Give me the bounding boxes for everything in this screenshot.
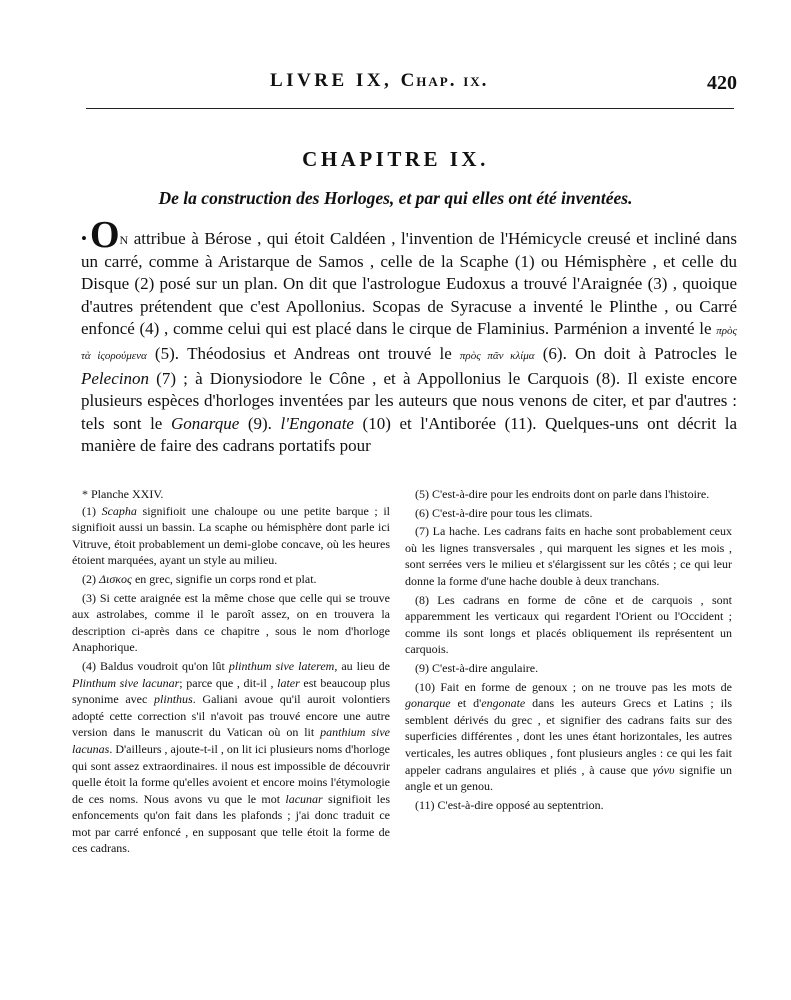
footnote-10-term-1: gonarque [405, 696, 451, 711]
footnotes-left-column [72, 486, 390, 859]
footnote-4-text-a: (4) Baldus voudroit qu'on lût [82, 658, 229, 673]
bullet-mark: • [81, 229, 87, 248]
footnote-2-term: Δισκος [99, 571, 132, 586]
footnote-5: (5) C'est-à-dire pour les endroits dont on parle dans l'histoire. [415, 487, 710, 501]
footnote-10-text-a: (10) Fait en forme de genoux ; on ne trouve pas les mots de [415, 679, 732, 694]
footnote-4-text-b: , au lieu de [334, 658, 390, 673]
footnote-4-text-e: . Galiani avoue qu'il auroit volontiers adopté cette correction s'il n'avoit pas trouvé encore une autre version dans le manuscrit du Vatican où on lit [72, 692, 390, 740]
footnote-4-term-3: later [277, 675, 300, 690]
plate-reference: * Planche XXIV. [82, 487, 164, 501]
chapter-subtitle: De la construction des Horloges, et par qui elles ont été inventées. [158, 188, 633, 208]
body-paragraph [81, 214, 738, 458]
footnote-2-number: (2) [82, 571, 99, 586]
footnote-1-text: signifioit une chaloupe ou une petite barque ; il signifioit aussi un bassin. La scaphe ou hémisphère dont parle ici Vitruve, étoit probablement un demi-globe concave, où les heures étoient marquées, ayant un style au milieu. [72, 503, 390, 568]
term-pelecinon: Pelecinon [81, 368, 149, 388]
body-text-5: (9). [239, 413, 281, 433]
footnote-2 [72, 571, 390, 588]
footnote-10 [405, 679, 732, 795]
footnote-4 [72, 658, 390, 857]
page-number: 420 [707, 72, 737, 94]
footnote-4-text-d: est beaucoup plus synonime avec [72, 675, 391, 707]
running-head-chapter: Chap. ix. [400, 70, 489, 91]
footnotes-right-column [405, 486, 732, 815]
body-text-2: (5). Théodosius et Andreas ont trouvé le [146, 343, 460, 363]
footnote-6: (6) C'est-à-dire pour tous les climats. [415, 505, 593, 520]
footnote-11: (11) C'est-à-dire opposé au septentrion. [415, 797, 604, 812]
footnote-4-term-1: plinthum sive laterem [228, 658, 335, 673]
body-text-6: (10) et l'Antiborée (11). Quelques-uns ont décrit la manière de faire des cadrans portatifs pour [81, 413, 738, 456]
chapter-title: CHAPITRE IX. [302, 147, 489, 171]
footnote-4-term-2: Plinthum sive lacunar [72, 675, 180, 690]
term-gonarque: Gonarque [170, 413, 240, 433]
footnote-4-term-6: lacunar [285, 791, 323, 806]
footnote-4-text-c: ; parce que , dit-il , [179, 675, 278, 690]
footnote-2-text: en grec, signifie un corps rond et plat. [131, 571, 317, 586]
greek-term-2: πρὸς πᾶν κλίμα [459, 349, 535, 362]
term-engonate: l'Engonate [280, 413, 354, 433]
footnote-10-term-2: engonate [481, 696, 526, 711]
footnote-1 [72, 503, 390, 569]
footnote-4-term-4: plinthus [154, 692, 193, 707]
footnote-9: (9) C'est-à-dire angulaire. [415, 660, 539, 675]
footnote-1-number: (1) [82, 503, 102, 518]
lead-word: n [119, 229, 129, 248]
footnote-8: (8) Les cadrans en forme de cône et de carquois , sont apparemment les verticaux qui regardent l'Orient ou l'Occident ; comme ils sont longs et placés obliquement ils représentent un carquois. [405, 592, 732, 657]
running-head-book: LIVRE IX, [270, 70, 401, 91]
footnote-10-text-b: et d' [450, 696, 482, 711]
footnote-10-text-d: signifie un angle et un genou. [405, 762, 733, 794]
greek-term-1: πρὸς τὰ ἱςορούμενα [81, 325, 737, 362]
footnote-1-term: Scapha [101, 503, 137, 518]
drop-cap: O [89, 214, 120, 256]
footnote-10-term-3: γόνυ [652, 762, 675, 777]
header-rule [86, 108, 734, 109]
footnote-4-text-f: . D'ailleurs , ajoute-t-il , on lit ici plusieurs noms d'horloge qui sont assez extraordinaires. il nous est impossible de découvrir quelle étoit la forme qu'elles avoient et encore moins l'étymologie de ces noms. Nous avons vu que le mot [72, 741, 390, 806]
footnote-10-text-c: dans les auteurs Grecs et Latins ; ils semblent dérivés du grec , et signifier des cadrans faits sur des superficies différentes , dont les unes étant horizontales, les autres verticales, les autres obliques , font plusieurs angles : ce qui les fait appeler cadrans angulaires et pliés , à cause que [405, 696, 732, 777]
running-head [270, 70, 630, 92]
footnote-7: (7) La hache. Les cadrans faits en hache sont probablement ceux où les lignes transversales , qui marquent les signes et les mois , sont serrées vers le milieu et s'élargissent sur les côtés ; ce qui leur donne la forme d'une hache double à deux tranchans. [405, 524, 732, 588]
footnote-4-term-5: panthium sive lacunas [72, 725, 390, 756]
body-text-3: (6). On doit à Patrocles le [534, 343, 737, 363]
body-text-4: (7) ; à Dionysiodore le Cône , et à Appollonius le Carquois (8). Il existe encore plusieurs espèces d'horloges inventées par les auteurs que nous venons de citer, et par d'autres : tels sont le [81, 368, 737, 433]
body-text-1: attribue à Bérose , qui étoit Caldéen , l'invention de l'Hémicycle creusé et incliné dans un carré, comme à Aristarque de Samos , celle de la Scaphe (1) ou Hémisphère , et celle du Disque (2) posé sur un plan. On dit que l'astrologue Eudoxus a trouvé l'Araignée (3) , quoique d'autres prétendent que c'est Apollonius. Scopas de Syracuse a inventé le Plinthe , ou Carré enfoncé (4) , comme celui qui est placé dans le cirque de Flaminius. Parménion a inventé le [81, 229, 737, 339]
footnote-4-text-g: signifioit les enfoncements qu'on fait dans les plafonds ; j'ai donc traduit ce mot par carré enfoncé , en supposant que telle étoit la forme de ces cadrans. [72, 791, 390, 856]
footnote-3: (3) Si cette araignée est la même chose que celle qui se trouve aux astrolabes, comme il le paroît assez, on en trouvera la description ci-après dans ce chapitre , sous le nom d'horloge Anaphorique. [72, 590, 390, 655]
